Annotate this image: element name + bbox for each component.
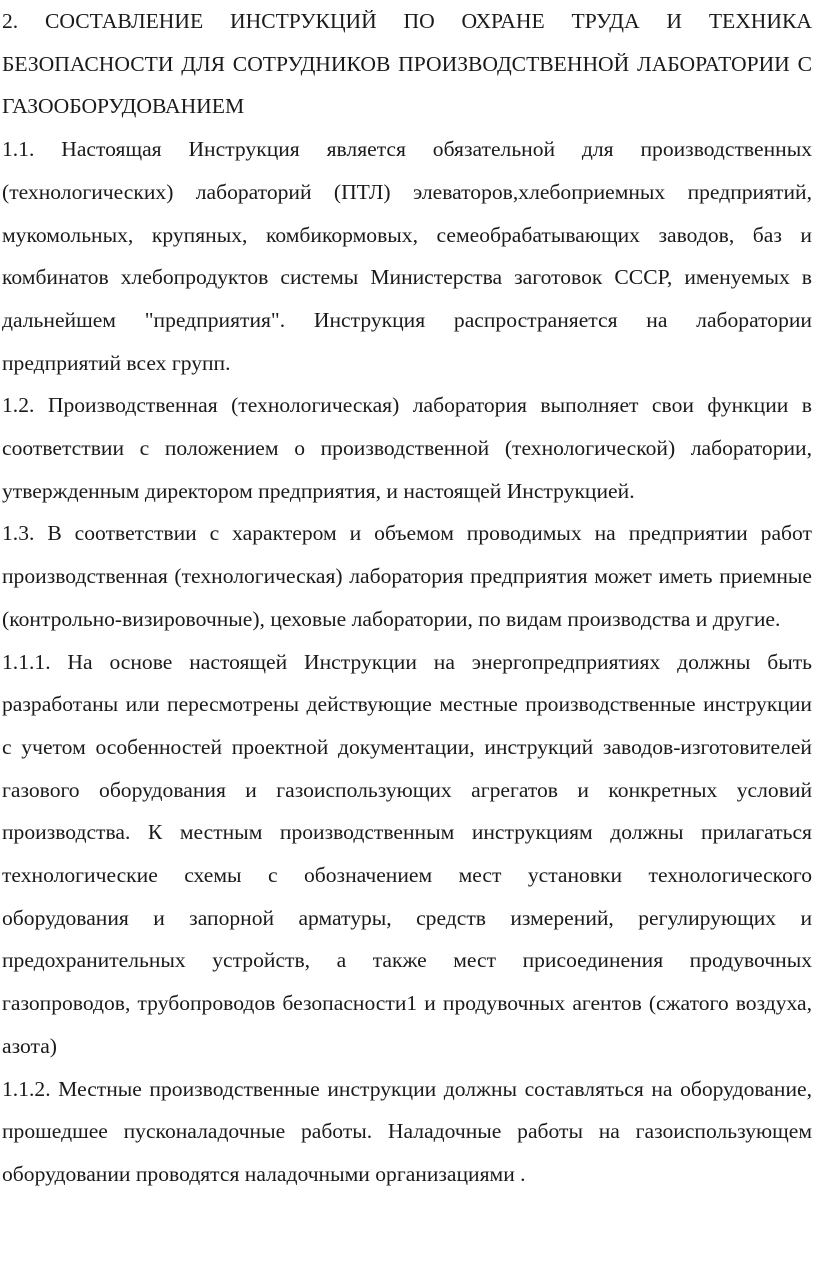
document-page [2,0,812,1266]
paragraph-1-3: 1.3. В соответствии с характером и объемом проводимых на предприятии работ производственная (технологическая) лаборатория предприятия может иметь приемные (контрольно-визировочные), цеховые лаборатории, по видам производства и другие. [2,521,812,631]
paragraph-1-2: 1.2. Производственная (технологическая) лаборатория выполняет свои функции в соответствии с положением о производственной (технологической) лаборатории, утвержденным директором предприятия, и настоящей Инструкцией. [2,393,812,503]
paragraph-1-1: 1.1. Настоящая Инструкция является обязательной для производственных (технологических) лабораторий (ПТЛ) элеваторов,хлебоприемных предприятий, мукомольных, крупяных, комбикормовых, семеобрабатывающих заводов, баз и комбинатов хлебопродуктов системы Министерства заготовок СССР, именуемых в дальнейшем "предприятия". Инструкция распространяется на лаборатории предприятий всех групп. [2,137,812,375]
paragraph-1-1-1: 1.1.1. На основе настоящей Инструкции на энергопредприятиях должны быть разработаны или пересмотрены действующие местные производственные инструкции с учетом особенностей проектной документации, инструкций заводов-изготовителей газового оборудования и газоиспользующих агрегатов и конкретных условий производства. К местным производственным инструкциям должны прилагаться технологические схемы с обозначением мест установки технологического оборудования и запорной арматуры, средств измерений, регулирующих и предохранительных устройств, а также мест присоединения продувочных газопроводов, трубопроводов безопасности1 и продувочных агентов (сжатого воздуха, азота) [2,649,812,1058]
paragraph-1-1-2: 1.1.2. Местные производственные инструкции должны составляться на оборудование, прошедшее пусконаладочные работы. Наладочные работы на газоиспользующем оборудовании проводятся наладочными организациями . [2,1076,812,1186]
section-heading: 2. СОСТАВЛЕНИЕ ИНСТРУКЦИЙ ПО ОХРАНЕ ТРУДА И ТЕХНИКА БЕЗОПАСНОСТИ ДЛЯ СОТРУДНИКОВ ПРОИЗВОДСТВЕННОЙ ЛАБОРАТОРИИ С ГАЗООБОРУДОВАНИЕМ [2,9,812,119]
